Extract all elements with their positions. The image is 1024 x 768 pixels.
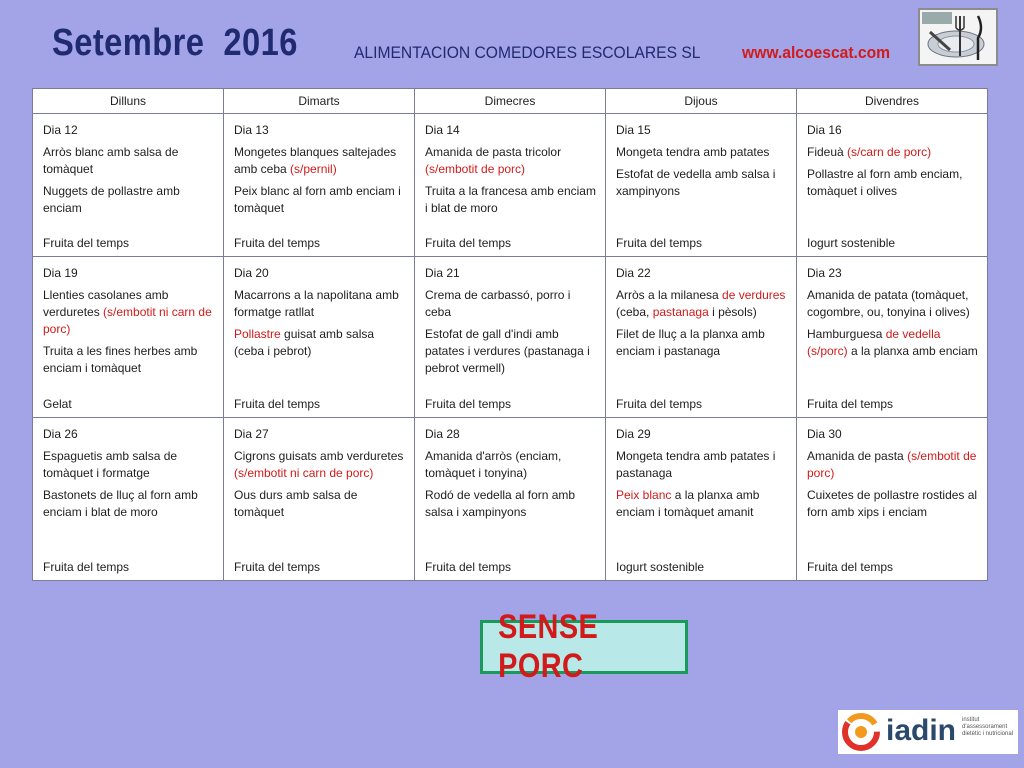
- dish-text: Mongeta tendra amb patates: [616, 145, 770, 159]
- dish-note-red: de verdures: [722, 288, 786, 302]
- dish-item: [425, 183, 597, 217]
- dessert-item: Fruita del temps: [234, 236, 321, 250]
- dish-item: [43, 144, 215, 178]
- dish-note-red: (s/embotit de porc): [425, 162, 526, 176]
- dish-item: [616, 487, 788, 521]
- menu-cell: [33, 418, 224, 581]
- dish-text: guisat amb salsa (ceba i pebrot): [234, 327, 375, 358]
- dish-text: Bastonets de lluç al forn amb enciam i blat de moro: [43, 488, 198, 519]
- dish-note-red: Peix blanc: [616, 488, 672, 502]
- dessert-item: Iogurt sostenible: [807, 236, 896, 250]
- menu-cell: [606, 418, 797, 581]
- dish-item: [807, 448, 979, 482]
- dessert-item: Fruita del temps: [425, 560, 512, 574]
- day-label: Dia 27: [234, 427, 269, 441]
- day-label: Dia 28: [425, 427, 460, 441]
- day-label: Dia 16: [807, 123, 842, 137]
- menu-cell: [606, 257, 797, 418]
- dish-note-red: de vedella (s/porc): [807, 327, 941, 358]
- iadin-ring-icon: [840, 712, 882, 752]
- dish-item: [425, 144, 597, 178]
- dish-item: [234, 326, 406, 360]
- dish-item: [234, 487, 406, 521]
- dish-item: [807, 487, 979, 521]
- dessert-item: Gelat: [43, 397, 72, 411]
- dish-item: [234, 144, 406, 178]
- dish-item: [234, 448, 406, 482]
- sense-porc-label: SENSE PORC: [498, 608, 599, 685]
- dish-item: [616, 448, 788, 482]
- dish-text: Fideuà: [807, 145, 848, 159]
- company-name: ALIMENTACION COMEDORES ESCOLARES SL: [354, 43, 701, 62]
- dish-text: Cuixetes de pollastre rostides al forn amb xips i enciam: [807, 488, 978, 519]
- dish-item: [425, 287, 597, 321]
- menu-cell: [415, 114, 606, 257]
- weekday-header: Divendres: [797, 89, 988, 114]
- iadin-subtitle: institut d'assessorament dietètic i nutricional: [962, 717, 1014, 737]
- website-link[interactable]: www.alcoescat.com: [742, 43, 891, 62]
- dish-note-red: (s/embotit ni carn de porc): [43, 305, 212, 336]
- dessert-item: Iogurt sostenible: [616, 560, 705, 574]
- dessert-item: Fruita del temps: [425, 397, 512, 411]
- weekday-header: Dijous: [606, 89, 797, 114]
- day-label: Dia 30: [807, 427, 842, 441]
- day-label: Dia 23: [807, 266, 842, 280]
- week-row: [33, 257, 988, 418]
- iadin-logo: [838, 710, 1018, 754]
- dish-text: Macarrons a la napolitana amb formatge ratllat: [234, 288, 399, 319]
- menu-cell: [224, 257, 415, 418]
- dish-text: a la planxa amb enciam i tomàquet amanit: [616, 488, 760, 519]
- iadin-wordmark: iadin: [886, 714, 957, 747]
- dish-text: Crema de carbassó, porro i ceba: [425, 288, 571, 319]
- dessert-item: Fruita del temps: [43, 236, 130, 250]
- day-label: Dia 15: [616, 123, 651, 137]
- dish-item: [807, 144, 979, 161]
- dish-text: (ceba,: [616, 305, 653, 319]
- dish-text: Cigrons guisats amb verduretes: [234, 449, 404, 463]
- weekday-header: Dimarts: [224, 89, 415, 114]
- dish-text: Amanida de pasta tricolor: [425, 145, 562, 159]
- dish-text: Amanida d'arròs (enciam, tomàquet i tonyina): [425, 449, 562, 480]
- dessert-item: Fruita del temps: [234, 560, 321, 574]
- dish-text: Hamburguesa: [807, 327, 886, 341]
- weekday-header-row: [33, 89, 988, 114]
- menu-cell: [224, 418, 415, 581]
- day-label: Dia 29: [616, 427, 651, 441]
- dish-item: [43, 448, 215, 482]
- dish-text: Mongeta tendra amb patates i pastanaga: [616, 449, 776, 480]
- dish-text: Arròs a la milanesa: [616, 288, 723, 302]
- dish-item: [425, 448, 597, 482]
- menu-cell: [224, 114, 415, 257]
- weekday-header: Dilluns: [33, 89, 224, 114]
- dish-text: i pèsols): [708, 305, 757, 319]
- plate-cutlery-icon: [918, 8, 998, 66]
- dish-item: [43, 183, 215, 217]
- dish-item: [234, 183, 406, 217]
- menu-cell: [33, 114, 224, 257]
- dish-note-red: (s/embotit ni carn de porc): [234, 466, 374, 480]
- dish-text: Mongetes blanques saltejades amb ceba: [234, 145, 397, 176]
- menu-cell: [797, 114, 988, 257]
- dish-note-red: (s/pernil): [290, 162, 337, 176]
- day-label: Dia 22: [616, 266, 651, 280]
- day-label: Dia 19: [43, 266, 78, 280]
- dessert-item: Fruita del temps: [807, 397, 894, 411]
- dish-text: Truita a les fines herbes amb enciam i tomàquet: [43, 344, 198, 375]
- dessert-item: Fruita del temps: [616, 236, 703, 250]
- menu-cell: [606, 114, 797, 257]
- dessert-item: Fruita del temps: [616, 397, 703, 411]
- week-row: [33, 418, 988, 581]
- dessert-item: Fruita del temps: [43, 560, 130, 574]
- dish-text: Espaguetis amb salsa de tomàquet i formatge: [43, 449, 178, 480]
- menu-cell: [797, 257, 988, 418]
- dish-text: Peix blanc al forn amb enciam i tomàquet: [234, 184, 401, 215]
- dessert-item: Fruita del temps: [425, 236, 512, 250]
- dish-item: [616, 166, 788, 200]
- day-label: Dia 13: [234, 123, 269, 137]
- day-label: Dia 20: [234, 266, 269, 280]
- dish-text: Filet de lluç a la planxa amb enciam i pastanaga: [616, 327, 765, 358]
- dish-item: [234, 287, 406, 321]
- dish-item: [807, 287, 979, 321]
- dish-note-red: Pollastre: [234, 327, 281, 341]
- dish-note-red: (s/embotit de porc): [807, 449, 977, 480]
- dish-note-red: pastanaga: [652, 305, 709, 319]
- dish-text: Ous durs amb salsa de tomàquet: [234, 488, 358, 519]
- dish-item: [43, 487, 215, 521]
- dish-text: a la planxa amb enciam: [847, 344, 978, 358]
- menu-cell: [33, 257, 224, 418]
- menu-cell: [415, 418, 606, 581]
- week-row: [33, 114, 988, 257]
- page-title: Setembre 2016: [52, 22, 298, 64]
- dish-text: Rodó de vedella al forn amb salsa i xampinyons: [425, 488, 576, 519]
- day-label: Dia 21: [425, 266, 460, 280]
- dish-text: Llenties casolanes amb verduretes: [43, 288, 169, 319]
- dish-text: Estofat de vedella amb salsa i xampinyons: [616, 167, 776, 198]
- dessert-item: Fruita del temps: [807, 560, 894, 574]
- dish-text: Arròs blanc amb salsa de tomàquet: [43, 145, 179, 176]
- dish-text: Amanida de patata (tomàquet, cogombre, ou, tonyina i olives): [807, 288, 970, 319]
- dish-text: Pollastre al forn amb enciam, tomàquet i olives: [807, 167, 963, 198]
- dish-text: Nuggets de pollastre amb enciam: [43, 184, 180, 215]
- dish-item: [616, 144, 788, 161]
- weekday-header: Dimecres: [415, 89, 606, 114]
- dish-item: [807, 166, 979, 200]
- dish-item: [616, 287, 788, 321]
- dish-text: Estofat de gall d'indi amb patates i verdures (pastanaga i pebrot vermell): [425, 327, 590, 375]
- sense-porc-badge: [480, 608, 688, 685]
- dish-text: Amanida de pasta: [807, 449, 908, 463]
- dish-item: [807, 326, 979, 360]
- dish-note-red: (s/carn de porc): [847, 145, 932, 159]
- menu-cell: [797, 418, 988, 581]
- day-label: Dia 14: [425, 123, 460, 137]
- dish-item: [43, 343, 215, 377]
- day-label: Dia 12: [43, 123, 78, 137]
- dessert-item: Fruita del temps: [234, 397, 321, 411]
- dish-item: [425, 326, 597, 377]
- dish-item: [43, 287, 215, 338]
- dish-item: [425, 487, 597, 521]
- day-label: Dia 26: [43, 427, 78, 441]
- menu-cell: [415, 257, 606, 418]
- dish-item: [616, 326, 788, 360]
- menu-table: [32, 88, 988, 581]
- dish-text: Truita a la francesa amb enciam i blat de moro: [425, 184, 596, 215]
